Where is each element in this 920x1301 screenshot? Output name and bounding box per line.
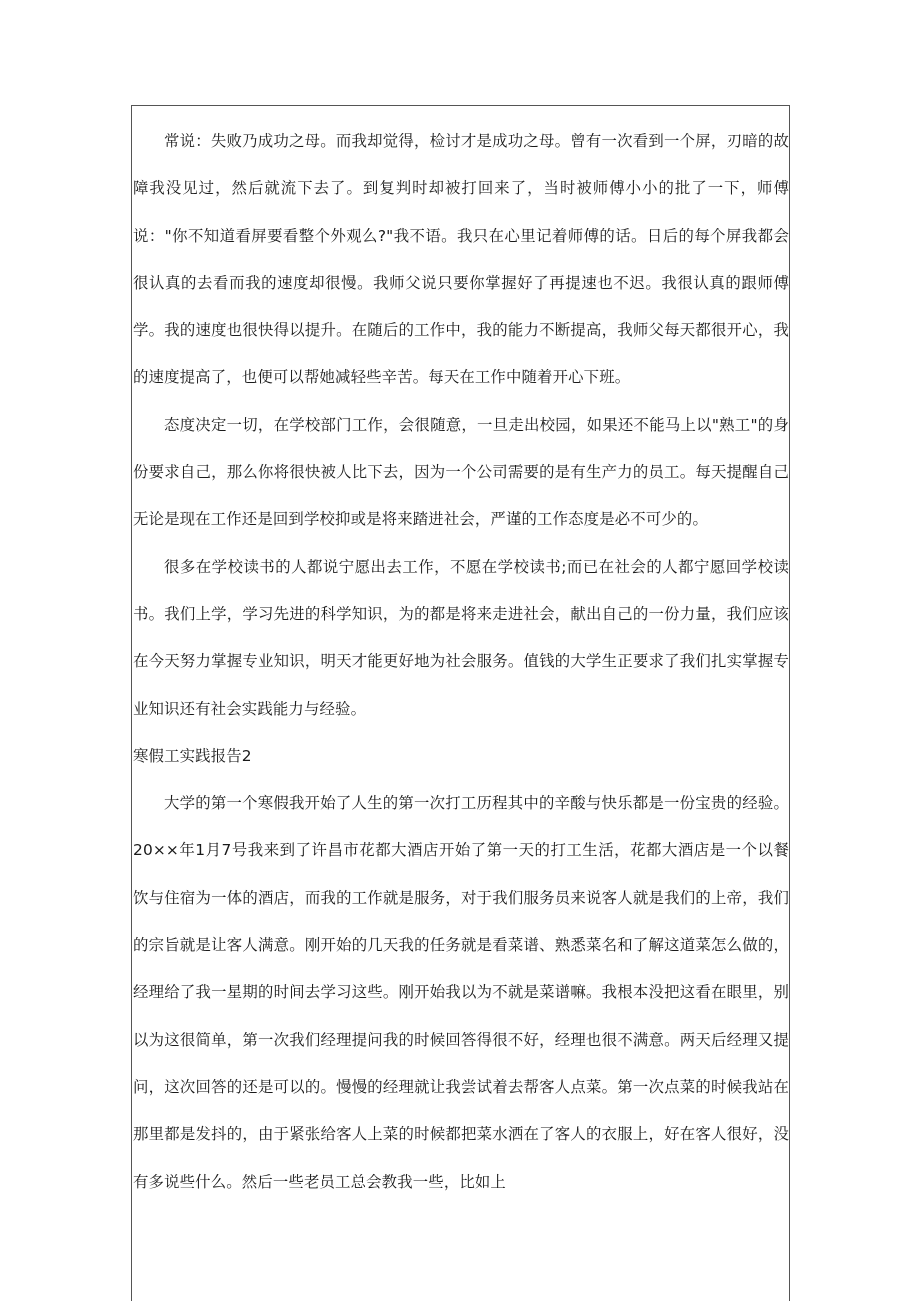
paragraph-3: 很多在学校读书的人都说宁愿出去工作，不愿在学校读书;而已在社会的人都宁愿回学校读书。我们上学，学习先进的科学知识，为的都是将来走进社会，献出自己的一份力量，我们应该在今天努力掌握专业知识，明天才能更好地为社会服务。值钱的大学生正要求了我们扎实掌握专业知识还有社会实践能力与经验。 [133,557,789,718]
section-title: 寒假工实践报告2 [133,746,252,765]
document-body [133,118,789,1206]
paragraph-2: 态度决定一切，在学校部门工作，会很随意，一旦走出校园，如果还不能马上以"熟工"的身份要求自己，那么你将很快被人比下去，因为一个公司需要的是有生产力的员工。每天提醒自己无论是现在工作还是回到学校抑或是将来踏进社会，严谨的工作态度是必不可少的。 [133,415,789,529]
paragraph-1: 常说：失败乃成功之母。而我却觉得，检讨才是成功之母。曾有一次看到一个屏，刃暗的故障我没见过，然后就流下去了。到复判时却被打回来了，当时被师傅小小的批了一下，师傅说："你不知道看屏要看整个外观么?"我不语。我只在心里记着师傅的话。日后的每个屏我都会很认真的去看而我的速度却很慢。我师父说只要你掌握好了再提速也不迟。我很认真的跟师傅学。我的速度也很快得以提升。在随后的工作中，我的能力不断提高，我师父每天都很开心，我的速度提高了，也便可以帮她减轻些辛苦。每天在工作中随着开心下班。 [133,132,789,387]
section-paragraph-1: 大学的第一个寒假我开始了人生的第一次打工历程其中的辛酸与快乐都是一份宝贵的经验。20××年1月7号我来到了许昌市花都大酒店开始了第一天的打工生活，花都大酒店是一个以餐饮与住宿为一体的酒店，而我的工作就是服务，对于我们服务员来说客人就是我们的上帝，我们的宗旨就是让客人满意。刚开始的几天我的任务就是看菜谱、熟悉菜名和了解这道菜怎么做的，经理给了我一星期的时间去学习这些。刚开始我以为不就是菜谱嘛。我根本没把这看在眼里，别以为这很简单，第一次我们经理提问我的时候回答得很不好，经理也很不满意。两天后经理又提问，这次回答的还是可以的。慢慢的经理就让我尝试着去帮客人点菜。第一次点菜的时候我站在那里都是发抖的，由于紧张给客人上菜的时候都把菜水洒在了客人的衣服上，好在客人很好，没有多说些什么。然后一些老员工总会教我一些，比如上 [133,794,789,1191]
